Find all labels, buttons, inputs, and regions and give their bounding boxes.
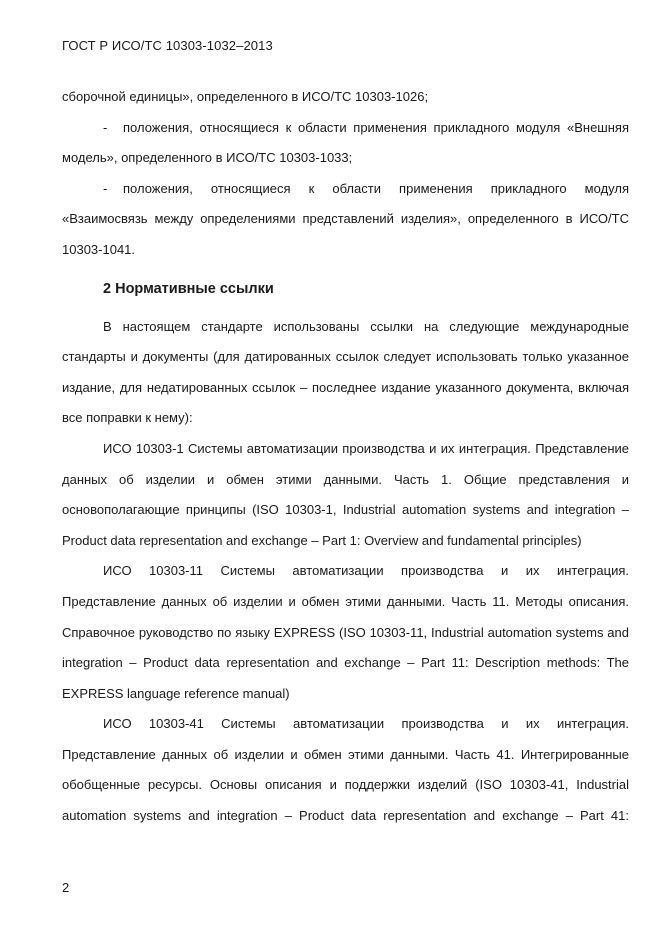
list-item bbox=[62, 113, 629, 174]
list-item bbox=[62, 174, 629, 266]
section-heading: 2 Нормативные ссылки bbox=[103, 280, 274, 297]
paragraph-continuation: сборочной единицы», определенного в ИСО/ТС 10303-1026; bbox=[62, 89, 429, 104]
list-dash: - bbox=[103, 180, 108, 196]
section-intro-paragraph: В настоящем стандарте использованы ссылки на следующие международные стандарты и документы (для датированных ссылок следует использовать только указанное издание, для недатированных ссылок – последнее издание указанного документа, включая все поправки к нему): bbox=[62, 318, 629, 426]
document-header: ГОСТ Р ИСО/ТС 10303-1032–2013 bbox=[62, 38, 273, 53]
list-dash: - bbox=[103, 119, 108, 135]
reference-item: ИСО 10303-11 Системы автоматизации производства и их интеграция. Представление данных об изделии и обмен этими данными. Часть 11. Методы описания. Справочное руководство по языку EXPRESS (ISO 10303-11, Industrial automation systems and integration – Product data representation and exchange – Part 11: Description methods: The EXPRESS language reference manual) bbox=[62, 563, 629, 701]
reference-item: ИСО 10303-41 Системы автоматизации производства и их интеграция. Представление данных об изделии и обмен этими данными. Часть 41. Интегрированные обобщенные ресурсы. Основы описания и поддержки изделий (ISO 10303-41, Industrial automation systems and integration – Product data representation and exchange – Part 41: bbox=[62, 716, 629, 824]
list-item-text: положения, относящиеся к области применения прикладного модуля «Взаимосвязь между определениями представлений изделия», определенного в ИСО/ТС 10303-1041. bbox=[62, 180, 629, 257]
document-body bbox=[62, 82, 629, 832]
page-number: 2 bbox=[62, 880, 70, 895]
reference-item: ИСО 10303-1 Системы автоматизации производства и их интеграция. Представление данных об изделии и обмен этими данными. Часть 1. Общие представления и основополагающие принципы (ISO 10303-1, Industrial automation systems and integration – Product data representation and exchange – Part 1: Overview and fundamental principles) bbox=[62, 440, 629, 548]
list-item-text: положения, относящиеся к области применения прикладного модуля «Внешняя модель», определенного в ИСО/ТС 10303-1033; bbox=[62, 119, 629, 166]
